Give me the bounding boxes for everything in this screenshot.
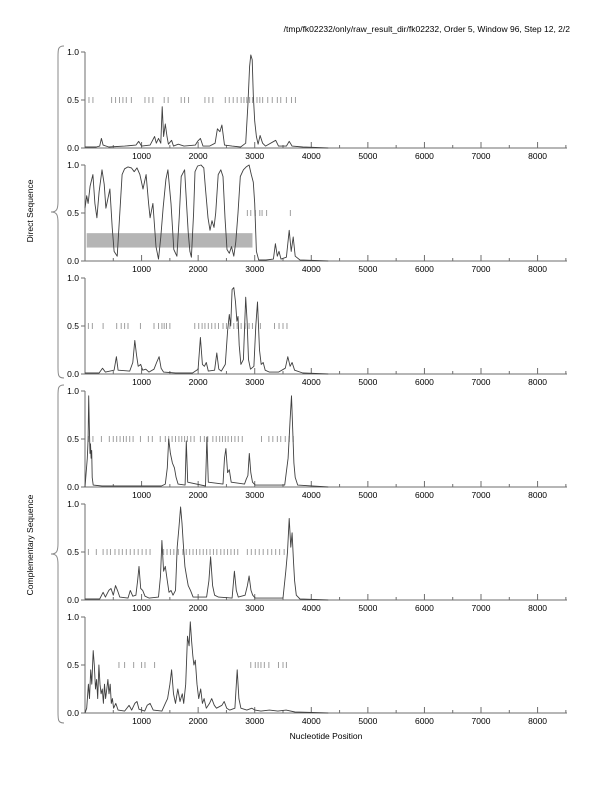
x-tick-label: 2000 (188, 716, 208, 726)
y-tick-label: 1.0 (67, 273, 79, 283)
x-tick-label: 7000 (471, 603, 491, 613)
subplot-direct-frame-3 (67, 273, 567, 387)
x-tick-label: 1000 (132, 716, 152, 726)
y-tick-label: 1.0 (67, 386, 79, 396)
subplot-complementary-frame-1 (67, 386, 567, 500)
direct-group-brace (51, 46, 64, 378)
subplot-complementary-frame-3 (67, 612, 567, 726)
y-tick-label: 1.0 (67, 612, 79, 622)
plot-title: /tmp/fk02232/only/raw_result_dir/fk02232, Order 5, Window 96, Step 12, 2/2 (283, 24, 570, 34)
codon-marker-ticks (88, 323, 287, 329)
x-tick-label: 8000 (528, 377, 548, 387)
x-tick-label: 3000 (245, 716, 265, 726)
direct-sequence-label: Direct Sequence (25, 179, 35, 243)
x-tick-label: 7000 (471, 264, 491, 274)
complementary-group-brace (51, 385, 64, 723)
y-tick-label: 0.5 (67, 434, 79, 444)
x-tick-label: 3000 (245, 490, 265, 500)
y-tick-label: 0.0 (67, 256, 79, 266)
x-tick-label: 8000 (528, 603, 548, 613)
x-tick-label: 4000 (301, 377, 321, 387)
codon-marker-ticks (88, 549, 284, 555)
probability-curve (85, 622, 328, 713)
x-tick-label: 6000 (414, 151, 434, 161)
x-tick-label: 3000 (245, 603, 265, 613)
x-tick-label: 8000 (528, 490, 548, 500)
x-tick-label: 3000 (245, 151, 265, 161)
x-tick-label: 2000 (188, 377, 208, 387)
x-tick-label: 6000 (414, 490, 434, 500)
x-tick-label: 2000 (188, 264, 208, 274)
x-tick-label: 5000 (358, 264, 378, 274)
y-tick-label: 0.0 (67, 595, 79, 605)
x-tick-label: 1000 (132, 151, 152, 161)
probability-curve (85, 396, 328, 487)
x-tick-label: 7000 (471, 716, 491, 726)
x-tick-label: 5000 (358, 377, 378, 387)
x-tick-label: 3000 (245, 377, 265, 387)
x-tick-label: 8000 (528, 716, 548, 726)
x-tick-label: 8000 (528, 151, 548, 161)
codon-marker-ticks (89, 97, 295, 103)
x-tick-label: 2000 (188, 151, 208, 161)
y-tick-label: 1.0 (67, 160, 79, 170)
y-tick-label: 1.0 (67, 47, 79, 57)
x-tick-label: 5000 (358, 151, 378, 161)
x-tick-label: 6000 (414, 377, 434, 387)
x-tick-label: 4000 (301, 490, 321, 500)
y-tick-label: 0.5 (67, 321, 79, 331)
x-tick-label: 5000 (358, 603, 378, 613)
x-tick-label: 4000 (301, 264, 321, 274)
x-tick-label: 6000 (414, 716, 434, 726)
x-tick-label: 6000 (414, 264, 434, 274)
x-tick-label: 1000 (132, 490, 152, 500)
subplot-direct-frame-1 (67, 47, 567, 161)
y-tick-label: 0.5 (67, 95, 79, 105)
y-tick-label: 0.5 (67, 660, 79, 670)
probability-curve (85, 288, 328, 374)
x-tick-label: 2000 (188, 603, 208, 613)
codon-marker-ticks (119, 662, 286, 668)
x-tick-label: 1000 (132, 264, 152, 274)
subplot-complementary-frame-2 (67, 499, 567, 613)
y-tick-label: 0.0 (67, 143, 79, 153)
codon-marker-ticks (88, 436, 293, 442)
coding-region-highlight-bar (87, 233, 253, 247)
x-tick-label: 7000 (471, 151, 491, 161)
x-tick-label: 2000 (188, 490, 208, 500)
x-tick-label: 4000 (301, 716, 321, 726)
codon-marker-ticks (247, 210, 290, 216)
subplot-direct-frame-2 (67, 160, 567, 274)
y-tick-label: 0.0 (67, 482, 79, 492)
x-tick-label: 1000 (132, 603, 152, 613)
x-axis-title: Nucleotide Position (289, 731, 363, 741)
y-tick-label: 1.0 (67, 499, 79, 509)
x-tick-label: 5000 (358, 716, 378, 726)
y-tick-label: 0.5 (67, 547, 79, 557)
x-tick-label: 1000 (132, 377, 152, 387)
x-tick-label: 7000 (471, 490, 491, 500)
y-tick-label: 0.5 (67, 208, 79, 218)
y-tick-label: 0.0 (67, 369, 79, 379)
y-tick-label: 0.0 (67, 708, 79, 718)
x-tick-label: 3000 (245, 264, 265, 274)
x-tick-label: 5000 (358, 490, 378, 500)
complementary-sequence-label: Complementary Sequence (25, 494, 35, 596)
x-tick-label: 4000 (301, 603, 321, 613)
x-tick-label: 7000 (471, 377, 491, 387)
x-tick-label: 8000 (528, 264, 548, 274)
x-tick-label: 4000 (301, 151, 321, 161)
x-tick-label: 6000 (414, 603, 434, 613)
